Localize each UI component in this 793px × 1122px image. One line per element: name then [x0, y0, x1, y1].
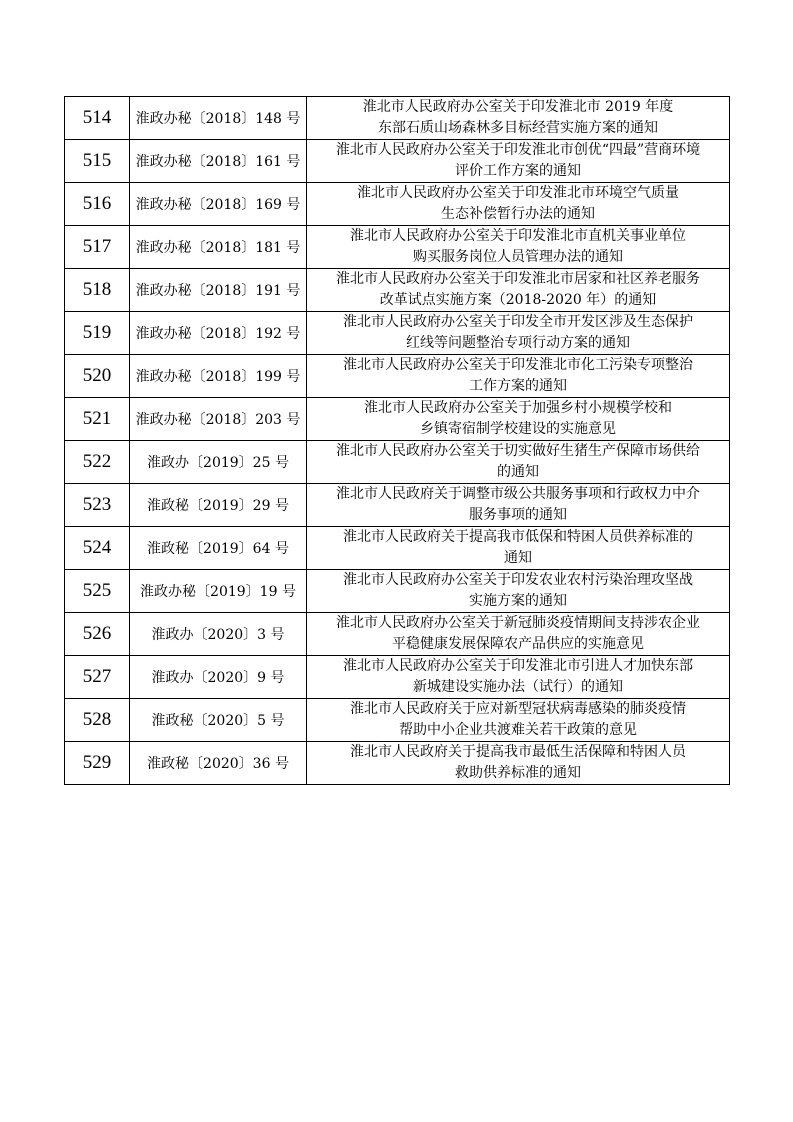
table-row — [65, 484, 730, 527]
document-title-line-2: 帮助中小企业共渡难关若干政策的意见 — [399, 722, 637, 738]
row-number: 528 — [65, 699, 130, 742]
document-title — [307, 398, 730, 441]
document-number: 淮政办秘〔2018〕169 号 — [130, 183, 307, 226]
document-title-line-2: 红线等问题整治专项行动方案的通知 — [406, 335, 630, 351]
document-title-line-1: 淮北市人民政府关于应对新型冠状病毒感染的肺炎疫情 — [350, 701, 686, 717]
document-title — [307, 183, 730, 226]
row-number: 523 — [65, 484, 130, 527]
table-row — [65, 613, 730, 656]
row-number: 527 — [65, 656, 130, 699]
document-number: 淮政办〔2019〕25 号 — [130, 441, 307, 484]
row-number: 526 — [65, 613, 130, 656]
table-row — [65, 226, 730, 269]
document-number: 淮政办秘〔2018〕199 号 — [130, 355, 307, 398]
document-title-line-2: 工作方案的通知 — [469, 378, 567, 394]
document-number: 淮政秘〔2020〕5 号 — [130, 699, 307, 742]
document-title — [307, 484, 730, 527]
document-title — [307, 312, 730, 355]
document-title — [307, 656, 730, 699]
document-title — [307, 355, 730, 398]
document-number: 淮政秘〔2019〕29 号 — [130, 484, 307, 527]
document-title-line-1: 淮北市人民政府办公室关于印发淮北市引进人才加快东部 — [343, 658, 693, 674]
row-number: 514 — [65, 97, 130, 140]
table-row — [65, 527, 730, 570]
document-title-line-1: 淮北市人民政府办公室关于新冠肺炎疫情期间支持涉农企业 — [336, 615, 700, 631]
document-number: 淮政秘〔2019〕64 号 — [130, 527, 307, 570]
table-row — [65, 699, 730, 742]
document-title-line-2: 购买服务岗位人员管理办法的通知 — [413, 249, 623, 265]
document-title-line-1: 淮北市人民政府办公室关于印发淮北市环境空气质量 — [357, 185, 679, 201]
table-row — [65, 183, 730, 226]
document-title — [307, 226, 730, 269]
document-number: 淮政办秘〔2018〕191 号 — [130, 269, 307, 312]
document-title — [307, 269, 730, 312]
table-row — [65, 269, 730, 312]
document-number: 淮政秘〔2020〕36 号 — [130, 742, 307, 785]
document-number: 淮政办秘〔2018〕148 号 — [130, 97, 307, 140]
document-title — [307, 527, 730, 570]
document-title-line-2: 改革试点实施方案（2018-2020 年）的通知 — [379, 292, 657, 308]
document-title-line-1: 淮北市人民政府办公室关于切实做好生猪生产保障市场供给 — [336, 443, 700, 459]
table-row — [65, 140, 730, 183]
document-title-line-1: 淮北市人民政府关于提高我市最低生活保障和特困人员 — [350, 744, 686, 760]
row-number: 520 — [65, 355, 130, 398]
row-number: 517 — [65, 226, 130, 269]
row-number: 525 — [65, 570, 130, 613]
document-number: 淮政办秘〔2018〕203 号 — [130, 398, 307, 441]
document-title-line-2: 东部石质山场森林多目标经营实施方案的通知 — [378, 120, 658, 136]
document-title-line-1: 淮北市人民政府办公室关于印发淮北市直机关事业单位 — [350, 228, 686, 244]
document-title-line-1: 淮北市人民政府办公室关于印发农业农村污染治理攻坚战 — [343, 572, 693, 588]
document-title-line-2: 乡镇寄宿制学校建设的实施意见 — [420, 421, 616, 437]
document-title — [307, 613, 730, 656]
document-title-line-1: 淮北市人民政府办公室关于印发全市开发区涉及生态保护 — [343, 314, 693, 330]
document-title — [307, 97, 730, 140]
table-body — [65, 97, 730, 785]
row-number: 515 — [65, 140, 130, 183]
document-title-line-2: 新城建设实施办法（试行）的通知 — [413, 679, 623, 695]
document-list-table — [64, 96, 730, 785]
document-title-line-1: 淮北市人民政府办公室关于印发淮北市 2019 年度 — [362, 99, 674, 115]
document-title — [307, 441, 730, 484]
row-number: 529 — [65, 742, 130, 785]
document-number: 淮政办秘〔2018〕181 号 — [130, 226, 307, 269]
row-number: 521 — [65, 398, 130, 441]
document-title-line-1: 淮北市人民政府关于提高我市低保和特困人员供养标准的 — [343, 529, 693, 545]
document-title — [307, 140, 730, 183]
row-number: 516 — [65, 183, 130, 226]
document-number: 淮政办〔2020〕3 号 — [130, 613, 307, 656]
document-title-line-2: 救助供养标准的通知 — [455, 765, 581, 781]
document-number: 淮政办秘〔2019〕19 号 — [130, 570, 307, 613]
document-title-line-1: 淮北市人民政府办公室关于印发淮北市创优“四最”营商环境 — [335, 142, 701, 158]
document-number: 淮政办秘〔2018〕161 号 — [130, 140, 307, 183]
document-title-line-1: 淮北市人民政府办公室关于印发淮北市居家和社区养老服务 — [336, 271, 700, 287]
row-number: 524 — [65, 527, 130, 570]
document-title — [307, 699, 730, 742]
document-title-line-1: 淮北市人民政府办公室关于印发淮北市化工污染专项整治 — [343, 357, 693, 373]
document-title-line-1: 淮北市人民政府关于调整市级公共服务事项和行政权力中介 — [336, 486, 700, 502]
document-title-line-2: 服务事项的通知 — [469, 507, 567, 523]
document-title-line-2: 评价工作方案的通知 — [455, 163, 581, 179]
row-number: 519 — [65, 312, 130, 355]
document-title-line-2: 通知 — [504, 550, 532, 566]
table-row — [65, 441, 730, 484]
document-number: 淮政办秘〔2018〕192 号 — [130, 312, 307, 355]
document-number: 淮政办〔2020〕9 号 — [130, 656, 307, 699]
document-title-line-2: 实施方案的通知 — [469, 593, 567, 609]
document-title — [307, 742, 730, 785]
table-row — [65, 570, 730, 613]
row-number: 522 — [65, 441, 130, 484]
document-title — [307, 570, 730, 613]
table-row — [65, 656, 730, 699]
table-row — [65, 742, 730, 785]
table-row — [65, 355, 730, 398]
table-row — [65, 312, 730, 355]
document-title-line-2: 的通知 — [497, 464, 539, 480]
document-title-line-2: 平稳健康发展保障农产品供应的实施意见 — [392, 636, 644, 652]
table-row — [65, 97, 730, 140]
document-title-line-2: 生态补偿暂行办法的通知 — [441, 206, 595, 222]
row-number: 518 — [65, 269, 130, 312]
table-row — [65, 398, 730, 441]
document-title-line-1: 淮北市人民政府办公室关于加强乡村小规模学校和 — [364, 400, 672, 416]
